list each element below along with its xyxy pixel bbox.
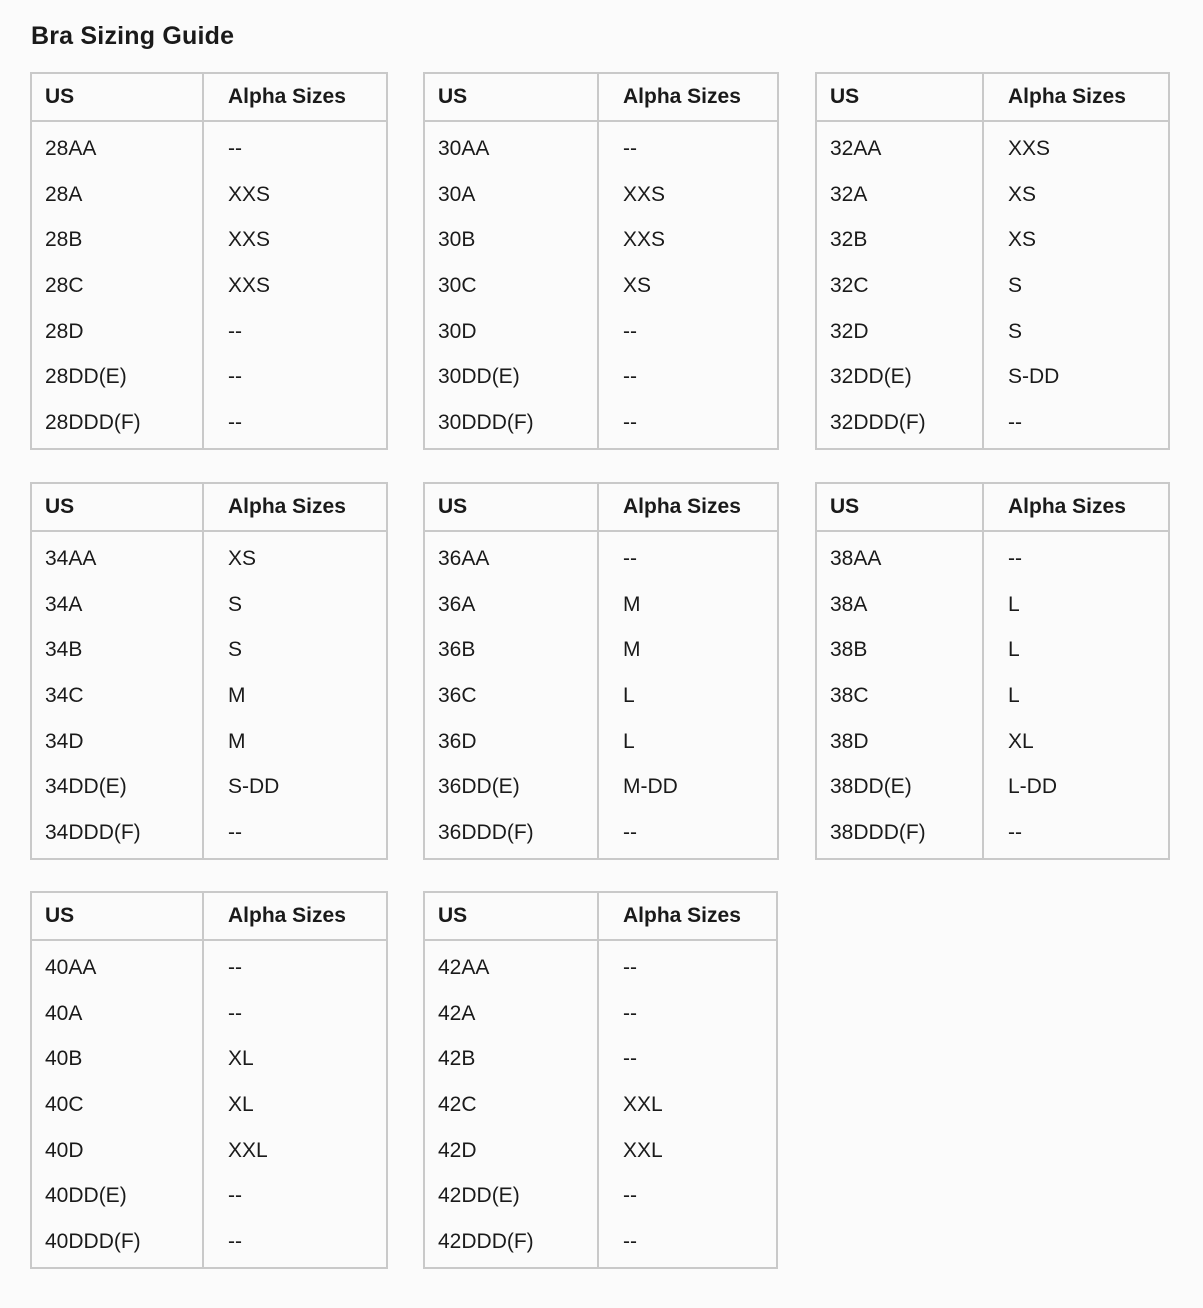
alpha-column-header [204, 484, 386, 530]
alpha-header-label: Alpha Sizes [228, 904, 346, 927]
table-body [425, 941, 776, 1267]
alpha-column-header [599, 893, 776, 939]
alpha-size-cell: -- [623, 319, 637, 343]
alpha-size-cell: L [623, 684, 635, 708]
alpha-size-cell: -- [623, 1230, 637, 1254]
us-size-cell: 38C [830, 684, 869, 708]
us-size-cell: 32A [830, 182, 868, 206]
us-header-label: US [438, 904, 468, 927]
us-size-column [817, 532, 984, 858]
alpha-size-cell: M [623, 592, 641, 616]
alpha-header-label: Alpha Sizes [1008, 85, 1126, 108]
us-size-column [425, 122, 599, 448]
us-size-cell: 28DD(E) [45, 365, 127, 389]
alpha-column-header [204, 74, 386, 120]
us-size-column [32, 941, 204, 1267]
size-table [423, 72, 779, 450]
us-size-cell: 38DD(E) [830, 775, 912, 799]
us-size-cell: 40AA [45, 956, 97, 979]
us-size-cell: 36D [438, 729, 477, 753]
us-size-cell: 36AA [438, 547, 490, 570]
table-body [425, 532, 777, 858]
alpha-size-cell: XL [228, 1047, 254, 1071]
alpha-size-cell: -- [623, 956, 637, 979]
alpha-size-cell: -- [228, 1001, 242, 1025]
us-size-cell: 30DD(E) [438, 365, 520, 389]
us-size-cell: 42DD(E) [438, 1184, 520, 1208]
us-size-cell: 38D [830, 729, 869, 753]
us-header-label: US [438, 85, 468, 108]
alpha-size-cell: M [228, 729, 246, 753]
alpha-size-cell: L [1008, 684, 1020, 708]
us-header-label: US [830, 85, 860, 108]
alpha-header-label: Alpha Sizes [623, 85, 741, 108]
us-size-cell: 36A [438, 592, 476, 616]
us-size-cell: 28C [45, 274, 84, 298]
us-size-cell: 28B [45, 228, 83, 252]
us-size-cell: 34DD(E) [45, 775, 127, 799]
table-body [425, 122, 777, 448]
us-size-cell: 32B [830, 228, 868, 252]
alpha-size-cell: -- [228, 1184, 242, 1208]
alpha-size-cell: -- [1008, 411, 1022, 435]
alpha-size-cell: -- [228, 821, 242, 845]
alpha-size-cell: XXL [623, 1093, 663, 1117]
alpha-size-cell: M [623, 638, 641, 662]
us-size-cell: 32AA [830, 137, 882, 160]
alpha-header-label: Alpha Sizes [623, 904, 741, 927]
us-column-header [425, 74, 599, 120]
us-size-cell: 40DDD(F) [45, 1230, 141, 1254]
us-size-cell: 34AA [45, 547, 97, 570]
us-size-cell: 36B [438, 638, 476, 662]
alpha-size-cell: -- [623, 1184, 637, 1208]
us-size-cell: 28A [45, 182, 83, 206]
us-column-header [32, 74, 204, 120]
us-header-label: US [45, 85, 75, 108]
alpha-header-label: Alpha Sizes [1008, 495, 1126, 518]
alpha-size-cell: -- [1008, 821, 1022, 845]
alpha-size-cell: -- [228, 956, 242, 979]
alpha-size-column [984, 532, 1168, 858]
alpha-size-cell: XXS [228, 182, 271, 206]
alpha-header-label: Alpha Sizes [228, 85, 346, 108]
alpha-header-label: Alpha Sizes [623, 495, 741, 518]
us-size-cell: 34DDD(F) [45, 821, 141, 845]
alpha-size-cell: -- [623, 1047, 637, 1071]
alpha-size-cell: XL [1008, 729, 1034, 753]
alpha-column-header [599, 484, 777, 530]
us-header-label: US [45, 904, 75, 927]
alpha-size-cell: XS [228, 547, 257, 570]
us-size-column [425, 941, 599, 1267]
us-size-cell: 36C [438, 684, 477, 708]
us-size-cell: 30A [438, 182, 476, 206]
us-column-header [425, 893, 599, 939]
us-size-cell: 36DDD(F) [438, 821, 534, 845]
size-table [30, 891, 388, 1269]
size-table [30, 482, 388, 860]
alpha-size-cell: XS [1008, 182, 1037, 206]
us-header-label: US [830, 495, 860, 518]
alpha-size-cell: -- [228, 1230, 242, 1254]
us-size-column [817, 122, 984, 448]
us-size-cell: 42C [438, 1093, 477, 1117]
us-size-cell: 42D [438, 1138, 477, 1162]
alpha-size-cell: -- [623, 1001, 637, 1025]
alpha-column-header [984, 74, 1168, 120]
us-size-cell: 30DDD(F) [438, 411, 534, 435]
alpha-size-cell: XXL [623, 1138, 663, 1162]
us-column-header [425, 484, 599, 530]
us-size-cell: 38A [830, 592, 868, 616]
size-table [423, 891, 778, 1269]
table-header [817, 74, 1168, 122]
alpha-size-cell: S [1008, 274, 1023, 298]
alpha-size-cell: -- [623, 365, 637, 389]
alpha-size-column [984, 122, 1168, 448]
us-size-cell: 30AA [438, 137, 490, 160]
us-size-cell: 34D [45, 729, 84, 753]
us-size-cell: 34A [45, 592, 83, 616]
table-body [32, 941, 386, 1267]
table-header [32, 484, 386, 532]
us-size-cell: 42A [438, 1001, 476, 1025]
us-size-column [32, 122, 204, 448]
alpha-size-cell: -- [623, 137, 637, 160]
alpha-size-cell: L [1008, 592, 1020, 616]
alpha-size-cell: -- [228, 411, 242, 435]
alpha-size-cell: M [228, 684, 246, 708]
us-size-cell: 40D [45, 1138, 84, 1162]
alpha-size-cell: S-DD [1008, 365, 1060, 389]
alpha-size-cell: M-DD [623, 775, 678, 799]
us-column-header [817, 484, 984, 530]
us-size-cell: 40B [45, 1047, 83, 1071]
us-size-cell: 38AA [830, 547, 882, 570]
alpha-size-column [599, 532, 777, 858]
table-body [817, 532, 1168, 858]
table-body [32, 532, 386, 858]
us-size-cell: 34C [45, 684, 84, 708]
table-header [425, 74, 777, 122]
table-header [817, 484, 1168, 532]
us-size-cell: 28AA [45, 137, 97, 160]
size-table [423, 482, 779, 860]
alpha-size-cell: -- [623, 411, 637, 435]
us-column-header [32, 484, 204, 530]
us-header-label: US [45, 495, 75, 518]
us-size-cell: 36DD(E) [438, 775, 520, 799]
alpha-size-cell: XS [1008, 228, 1037, 252]
alpha-size-cell: XXL [228, 1138, 268, 1162]
alpha-size-cell: L [623, 729, 635, 753]
alpha-size-cell: -- [623, 547, 637, 570]
us-size-cell: 32D [830, 319, 869, 343]
us-size-cell: 30C [438, 274, 477, 298]
alpha-size-cell: XL [228, 1093, 254, 1117]
us-size-cell: 32DDD(F) [830, 411, 926, 435]
alpha-size-cell: XS [623, 274, 652, 298]
size-table [30, 72, 388, 450]
table-header [32, 893, 386, 941]
alpha-size-cell: S [228, 638, 243, 662]
us-size-cell: 40C [45, 1093, 84, 1117]
us-size-cell: 30D [438, 319, 477, 343]
alpha-size-cell: XXS [228, 228, 271, 252]
us-column-header [817, 74, 984, 120]
us-size-cell: 38DDD(F) [830, 821, 926, 845]
us-size-column [32, 532, 204, 858]
alpha-size-cell: L-DD [1008, 775, 1058, 799]
alpha-size-cell: -- [228, 137, 242, 160]
table-header [425, 893, 776, 941]
size-table [815, 482, 1170, 860]
us-size-cell: 42AA [438, 956, 490, 979]
table-body [817, 122, 1168, 448]
page-title: Bra Sizing Guide [31, 22, 235, 50]
alpha-size-cell: S [228, 592, 243, 616]
alpha-size-column [204, 122, 386, 448]
us-size-cell: 30B [438, 228, 476, 252]
us-size-cell: 32DD(E) [830, 365, 912, 389]
alpha-size-cell: -- [1008, 547, 1022, 570]
alpha-size-column [204, 532, 386, 858]
alpha-size-cell: S-DD [228, 775, 280, 799]
table-header [32, 74, 386, 122]
us-size-cell: 40A [45, 1001, 83, 1025]
us-size-cell: 28D [45, 319, 84, 343]
alpha-size-cell: -- [623, 821, 637, 845]
us-size-cell: 34B [45, 638, 83, 662]
us-size-cell: 38B [830, 638, 868, 662]
us-column-header [32, 893, 204, 939]
size-table [815, 72, 1170, 450]
us-header-label: US [438, 495, 468, 518]
alpha-size-cell: S [1008, 319, 1023, 343]
alpha-size-cell: XXS [623, 228, 666, 252]
us-size-cell: 40DD(E) [45, 1184, 127, 1208]
us-size-cell: 42B [438, 1047, 476, 1071]
us-size-cell: 32C [830, 274, 869, 298]
alpha-column-header [599, 74, 777, 120]
alpha-size-column [599, 122, 777, 448]
us-size-cell: 42DDD(F) [438, 1230, 534, 1254]
alpha-size-cell: XXS [1008, 137, 1051, 160]
alpha-size-cell: XXS [623, 182, 666, 206]
alpha-size-column [204, 941, 386, 1267]
table-header [425, 484, 777, 532]
alpha-size-cell: -- [228, 365, 242, 389]
alpha-size-column [599, 941, 776, 1267]
us-size-column [425, 532, 599, 858]
table-body [32, 122, 386, 448]
us-size-cell: 28DDD(F) [45, 411, 141, 435]
alpha-size-cell: XXS [228, 274, 271, 298]
alpha-size-cell: L [1008, 638, 1020, 662]
alpha-header-label: Alpha Sizes [228, 495, 346, 518]
alpha-column-header [204, 893, 386, 939]
alpha-size-cell: -- [228, 319, 242, 343]
alpha-column-header [984, 484, 1168, 530]
